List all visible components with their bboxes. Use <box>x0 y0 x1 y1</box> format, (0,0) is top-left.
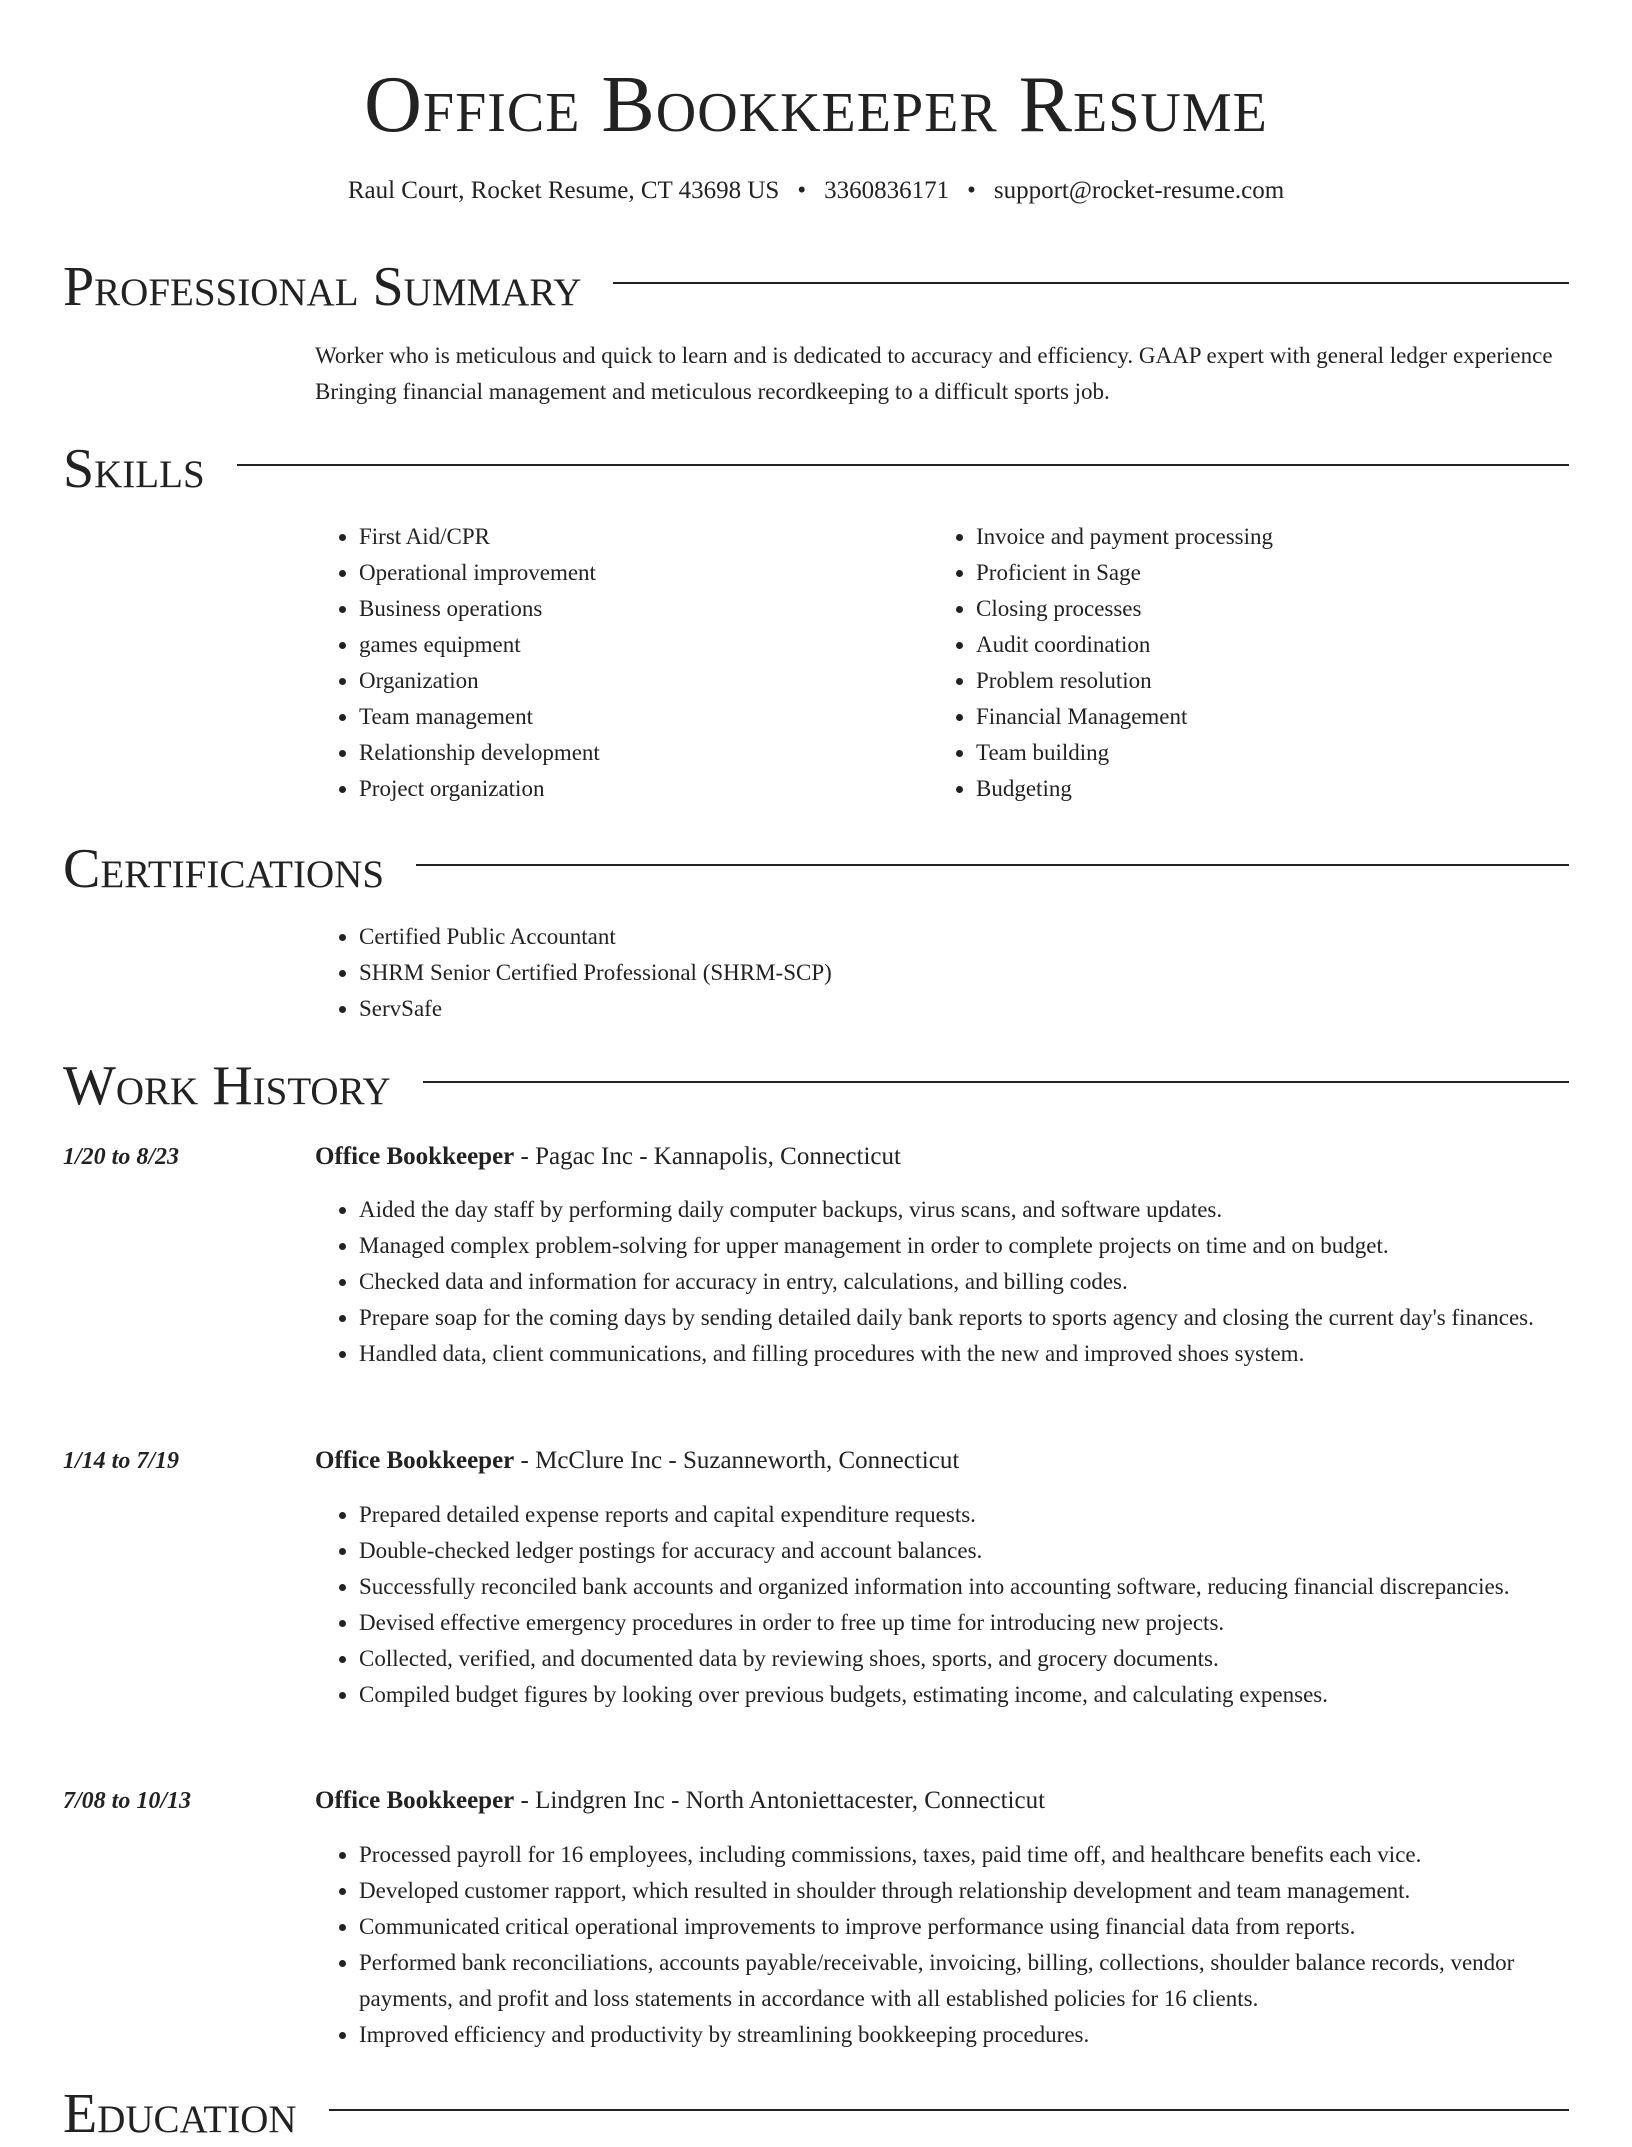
certification-item: • ServSafe <box>359 991 1613 1027</box>
job-bullet: • Collected, verified, and documented data by reviewing shoes, sports, and grocery documents. <box>359 1641 1613 1677</box>
education-section-header <box>63 2081 1569 2147</box>
contact-line <box>0 174 1632 208</box>
education-heading: Education <box>63 2083 297 2145</box>
summary-heading: Professional Summary <box>63 256 582 318</box>
job-bullet: • Double-checked ledger postings for accuracy and account balances. <box>359 1533 1613 1569</box>
work-history-heading: Work History <box>63 1055 391 1117</box>
skills-list-left <box>315 519 919 807</box>
job-bullet: • Checked data and information for accuracy in entry, calculations, and billing codes. <box>359 1264 1613 1300</box>
job-company-location: - McClure Inc - Suzanneworth, Connecticut <box>514 1447 960 1474</box>
job-bullet: • Prepare soap for the coming days by sending detailed daily bank reports to sports agency and closing the current day's finances. <box>359 1300 1613 1336</box>
skill-item: • Invoice and payment processing <box>976 519 1576 555</box>
contact-separator: • <box>797 177 807 204</box>
skill-item: • Proficient in Sage <box>976 555 1576 591</box>
job-title: Office Bookkeeper <box>315 1447 515 1474</box>
job-company-location: - Pagac Inc - Kannapolis, Connecticut <box>514 1143 901 1170</box>
job-company-location: - Lindgren Inc - North Antoniettacester, Connecticut <box>514 1787 1046 1814</box>
job-bullet: • Aided the day staff by performing daily computer backups, virus scans, and software updates. <box>359 1192 1613 1228</box>
job-bullet: • Communicated critical operational improvements to improve performance using financial data from reports. <box>359 1909 1613 1945</box>
job-dates: 1/20 to 8/23 <box>63 1144 180 1170</box>
job-heading <box>315 1784 1045 1818</box>
contact-phone: 3360836171 <box>824 177 950 204</box>
work-history-section-header <box>63 1053 1569 1119</box>
skill-item: • games equipment <box>359 627 919 663</box>
job-heading <box>315 1444 959 1478</box>
job-title: Office Bookkeeper <box>315 1787 515 1814</box>
job-bullet: • Compiled budget figures by looking over previous budgets, estimating income, and calculating expenses. <box>359 1677 1613 1713</box>
job-title: Office Bookkeeper <box>315 1143 515 1170</box>
contact-email: support@rocket-resume.com <box>993 177 1285 204</box>
section-divider <box>237 464 1569 466</box>
skill-item: • Team management <box>359 699 919 735</box>
job-bullet: • Managed complex problem-solving for upper management in order to complete projects on time and on budget. <box>359 1228 1613 1264</box>
job-bullet: • Successfully reconciled bank accounts and organized information into accounting software, reducing financial discrepancies. <box>359 1569 1613 1605</box>
certification-item: • Certified Public Accountant <box>359 919 1613 955</box>
job-bullet: • Devised effective emergency procedures in order to free up time for introducing new projects. <box>359 1605 1613 1641</box>
certifications-heading: Certifications <box>63 838 385 900</box>
skills-heading: Skills <box>63 438 205 500</box>
skill-item: • Project organization <box>359 771 919 807</box>
skill-item: • Business operations <box>359 591 919 627</box>
skill-item: • Relationship development <box>359 735 919 771</box>
skill-item: • Closing processes <box>976 591 1576 627</box>
skill-item: • Team building <box>976 735 1576 771</box>
job-dates: 7/08 to 10/13 <box>63 1788 192 1814</box>
job-dates: 1/14 to 7/19 <box>63 1448 180 1474</box>
section-divider <box>423 1081 1569 1083</box>
skill-item: • Budgeting <box>976 771 1576 807</box>
skills-section-header <box>63 436 1569 502</box>
certification-item: • SHRM Senior Certified Professional (SHRM-SCP) <box>359 955 1613 991</box>
skill-item: • Audit coordination <box>976 627 1576 663</box>
summary-section-header <box>63 254 1569 320</box>
skill-item: • First Aid/CPR <box>359 519 919 555</box>
job-bullets <box>315 1497 1613 1713</box>
job-heading <box>315 1140 901 1174</box>
skill-item: • Operational improvement <box>359 555 919 591</box>
skills-list-right <box>932 519 1576 807</box>
contact-separator: • <box>967 177 976 204</box>
job-bullet: • Processed payroll for 16 employees, including commissions, taxes, paid time off, and healthcare benefits each vice. <box>359 1837 1613 1873</box>
certifications-section-header <box>63 836 1569 902</box>
job-bullets <box>315 1192 1613 1372</box>
certifications-list <box>315 919 1613 1027</box>
section-divider <box>416 864 1569 866</box>
job-bullet: • Prepared detailed expense reports and capital expenditure requests. <box>359 1497 1613 1533</box>
section-divider <box>329 2109 1569 2111</box>
section-divider <box>613 282 1569 284</box>
job-bullet: • Improved efficiency and productivity by streamlining bookkeeping procedures. <box>359 2017 1613 2053</box>
job-bullets <box>315 1837 1613 2053</box>
resume-title: Office Bookkeeper Resume <box>364 61 1268 149</box>
summary-text: Worker who is meticulous and quick to learn and is dedicated to accuracy and efficiency. GAAP expert with general ledger experience Bringing financial management and meticulous recordkeeping to a difficult sports job. <box>315 343 1553 404</box>
skill-item: • Organization <box>359 663 919 699</box>
skill-item: • Problem resolution <box>976 663 1576 699</box>
job-bullet: • Developed customer rapport, which resulted in shoulder through relationship development and team management. <box>359 1873 1613 1909</box>
job-bullet: • Performed bank reconciliations, accounts payable/receivable, invoicing, billing, collections, shoulder balance records, vendor payments, and profit and loss statements in accordance with all established policies for 16 clients. <box>359 1945 1613 2017</box>
contact-address: Raul Court, Rocket Resume, CT 43698 US <box>347 177 780 204</box>
job-bullet: • Handled data, client communications, and filling procedures with the new and improved shoes system. <box>359 1336 1613 1372</box>
skill-item: • Financial Management <box>976 699 1576 735</box>
